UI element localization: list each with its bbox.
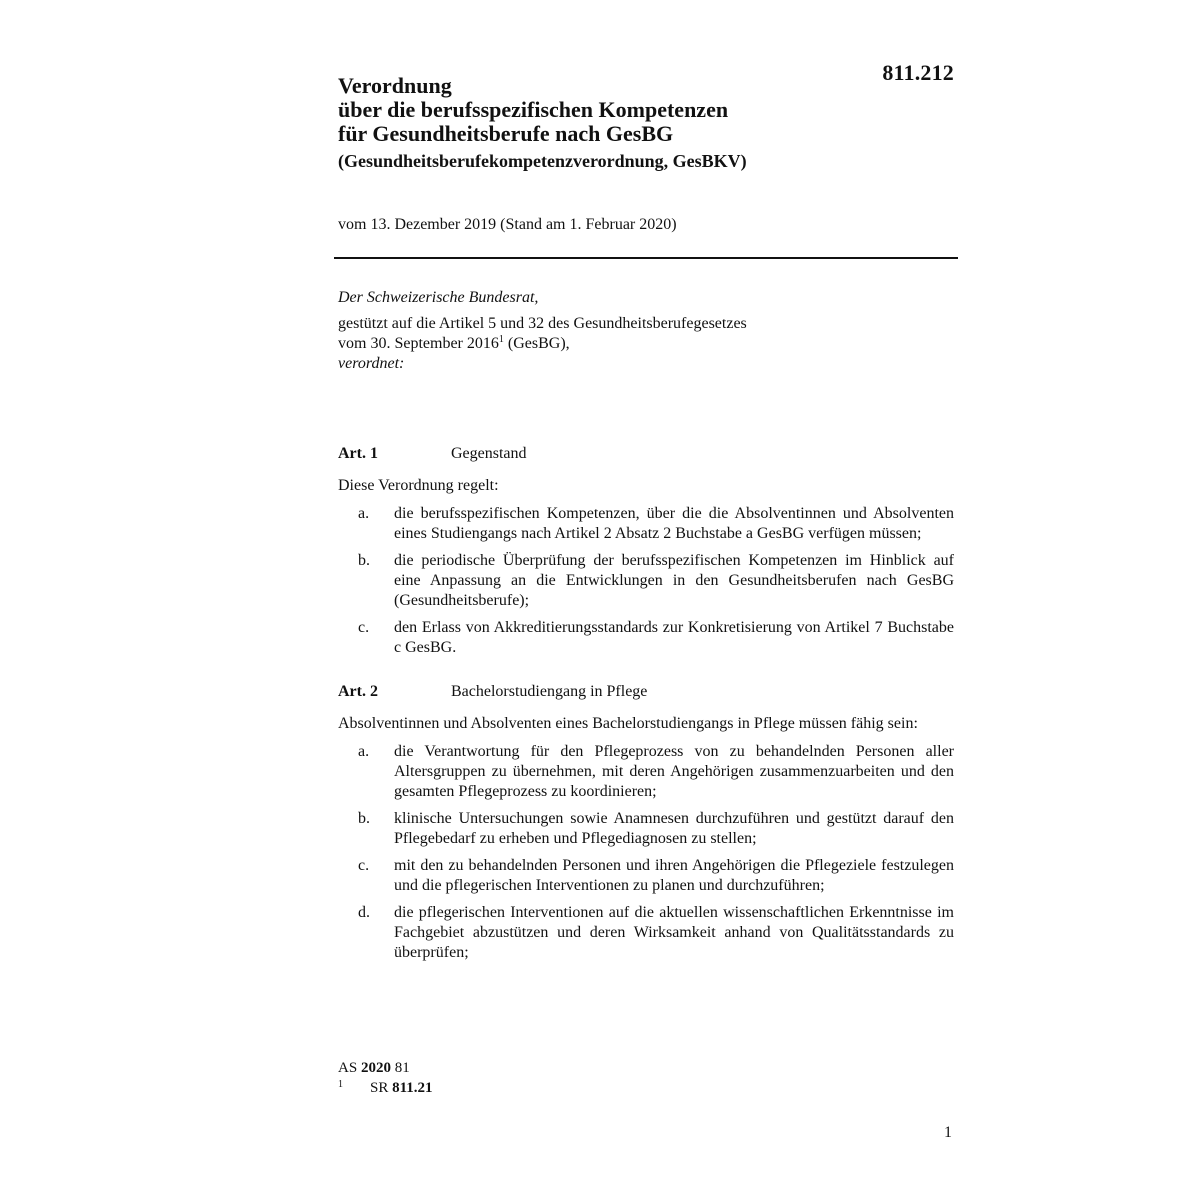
article-2 — [338, 682, 954, 963]
header-divider — [334, 257, 958, 259]
title-line-1: Verordnung — [338, 73, 452, 98]
footnote-reference[interactable]: 1 — [498, 334, 504, 345]
list-item-text: klinische Untersuchungen sowie Anamnesen durchzuführen und gestützt darauf den Pflegebedarf zu erheben und Pflegediagnosen zu stellen; — [394, 810, 954, 847]
list-item-letter: d. — [358, 904, 370, 921]
list-item — [338, 504, 954, 544]
list-item-letter: c. — [358, 857, 370, 874]
article-heading — [338, 682, 954, 702]
date-line: vom 13. Dezember 2019 (Stand am 1. Februar 2020) — [338, 216, 677, 233]
list-item — [338, 742, 954, 802]
preamble-basis-line-2 — [338, 334, 958, 354]
title-line-3: für Gesundheitsberufe nach GesBG — [338, 121, 674, 146]
list-item — [338, 903, 954, 963]
title-line-2: über die berufsspezifischen Kompetenzen — [338, 97, 729, 122]
list-item-letter: b. — [358, 552, 370, 569]
article-title: Gegenstand — [451, 445, 527, 462]
preamble-basis — [338, 314, 958, 354]
preamble-basis-line-1: gestützt auf die Artikel 5 und 32 des Gesundheitsberufegesetzes — [338, 315, 747, 332]
list-item-letter: b. — [358, 810, 370, 827]
list-item-letter: a. — [358, 743, 370, 760]
as-page: 81 — [390, 1060, 410, 1076]
article-intro: Diese Verordnung regelt: — [338, 477, 499, 494]
preamble-authority: Der Schweizerische Bundesrat, — [338, 289, 539, 306]
article-title: Bachelorstudiengang in Pflege — [451, 683, 648, 700]
list-item-text: die pflegerischen Interventionen auf die aktuellen wissenschaftlichen Erkenntnisse im Fachgebiet abzustützen und deren Wirksamkeit anhand von Qualitätsstandards zu überprüfen; — [394, 904, 954, 961]
sr-number: 811.212 — [882, 60, 954, 85]
title-block — [338, 74, 898, 172]
article-number: Art. 2 — [338, 683, 378, 700]
article-number: Art. 1 — [338, 445, 378, 462]
articles — [338, 444, 954, 970]
list-item-text: die berufsspezifischen Kompetenzen, über die die Absolventinnen und Absolventen eines Studiengangs nach Artikel 2 Absatz 2 Buchstabe a GesBG verfügen müssen; — [394, 505, 954, 542]
as-prefix: AS — [338, 1060, 361, 1076]
list-item — [338, 856, 954, 896]
footnote-mark: 1 — [338, 1079, 343, 1090]
article-intro: Absolventinnen und Absolventen eines Bachelorstudiengangs in Pflege müssen fähig sein: — [338, 715, 918, 732]
list-item-text: mit den zu behandelnden Personen und ihren Angehörigen die Pflegeziele festzulegen und die pflegerischen Interventionen zu planen und durchzuführen; — [394, 857, 954, 894]
list-item-letter: c. — [358, 619, 370, 636]
page-number: 1 — [944, 1124, 952, 1141]
sr-reference[interactable]: 811.21 — [392, 1080, 433, 1096]
list-item — [338, 618, 954, 658]
footnotes — [338, 1058, 433, 1098]
as-year: 2020 — [360, 1060, 391, 1076]
article-list — [338, 504, 954, 658]
article-heading — [338, 444, 954, 464]
preamble-basis-line-2-end: (GesBG), — [503, 335, 570, 352]
article-list — [338, 742, 954, 963]
preamble — [338, 288, 958, 374]
list-item-text: die Verantwortung für den Pflegeprozess von zu behandelnden Personen aller Altersgruppen zu übernehmen, mit deren Angehörigen zusammenzuarbeiten und den gesamten Pflegeprozess zu koordinieren; — [394, 743, 954, 800]
list-item-text: den Erlass von Akkreditierungsstandards zur Konkretisierung von Artikel 7 Buchstabe c GesBG. — [394, 619, 954, 656]
list-item — [338, 809, 954, 849]
footnote-1 — [338, 1078, 433, 1098]
list-item-text: die periodische Überprüfung der berufsspezifischen Kompetenzen im Hinblick auf eine Anpassung an die Entwicklungen in den Gesundheitsberufen nach GesBG (Gesundheitsberufe); — [394, 552, 954, 609]
preamble-basis-line-2-text: vom 30. September 2016 — [338, 335, 499, 352]
sr-prefix: SR — [370, 1080, 393, 1096]
list-item — [338, 551, 954, 611]
official-collection-reference — [338, 1058, 433, 1078]
article-1 — [338, 444, 954, 658]
list-item-letter: a. — [358, 505, 370, 522]
preamble-decree: verordnet: — [338, 355, 405, 372]
footnote-text — [370, 1078, 433, 1098]
short-title: (Gesundheitsberufekompetenzverordnung, GesBKV) — [338, 151, 747, 171]
